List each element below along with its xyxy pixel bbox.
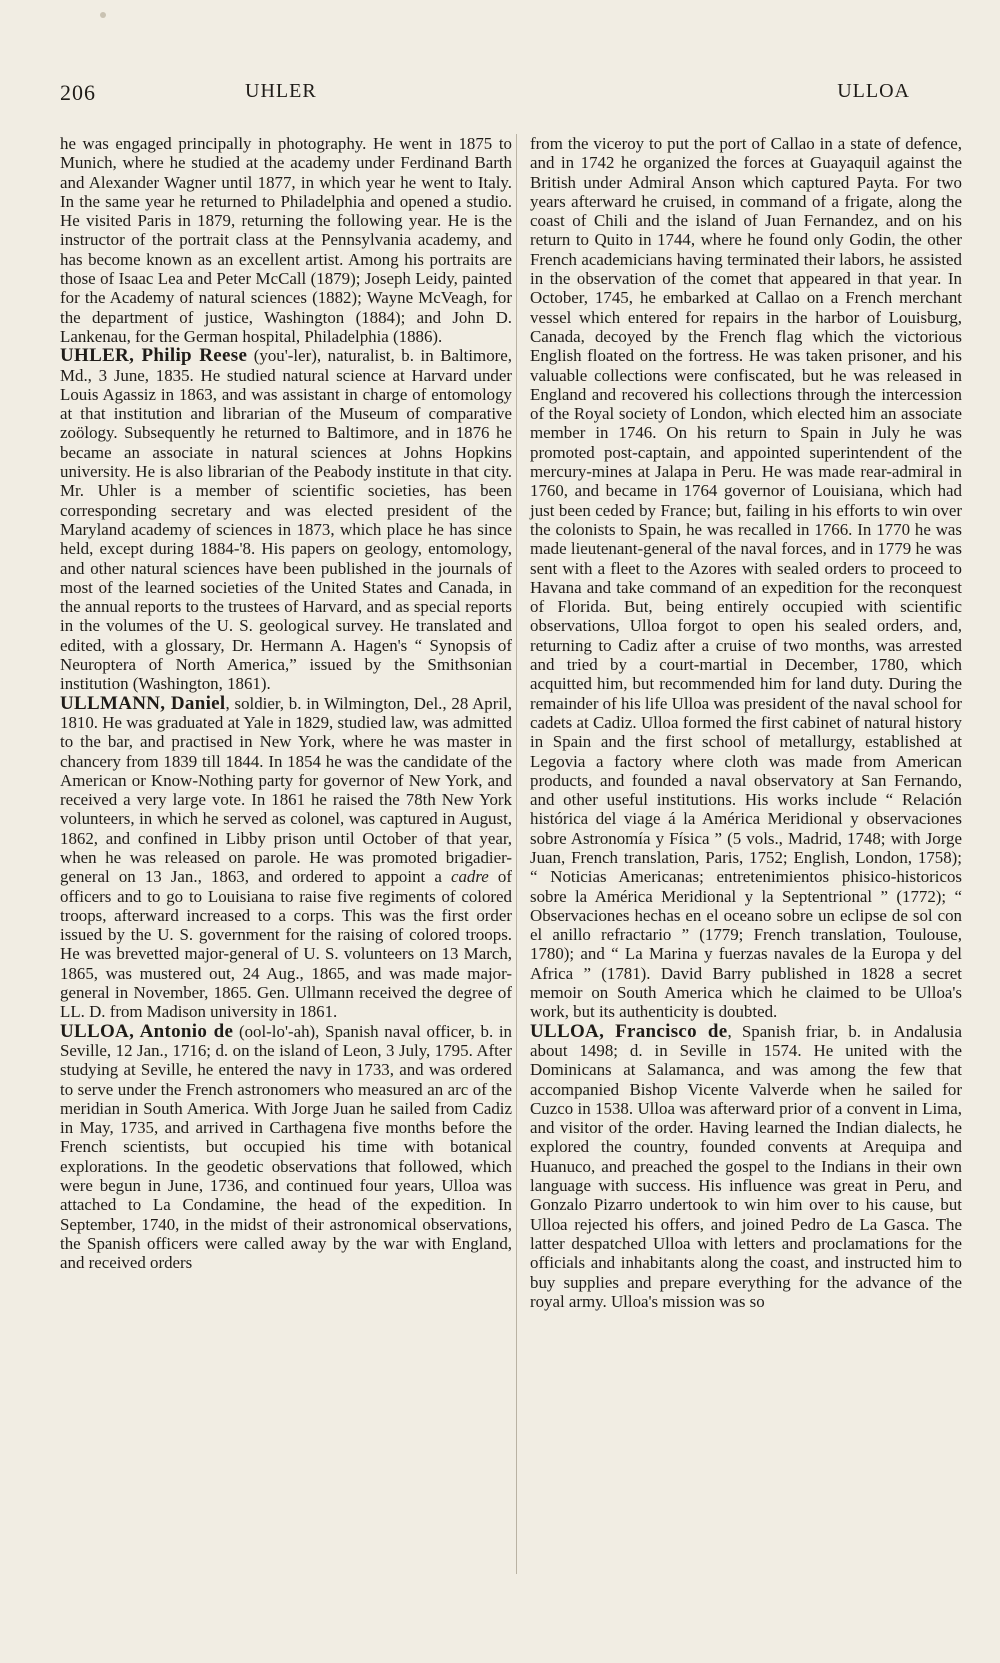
entry-text-ullmann: , soldier, b. in Wilmington, Del., 28 April, 1810. He was graduated at Yale in 1829, studied law, was admitted to the bar, and practised in New York, where he was master in chancery from 1839 till 1844. In 1854 he was the candidate of the American or Know-Nothing party for governor of New York, and received a very large vote. In 1861 he raised the 78th New York volunteers, in which he served as colonel, was captured in August, 1862, and confined in Libby prison until October of that year, when he was released on parole. He was promoted brigadier-general on 13 Jan., 1863, and ordered to appoint a xyxy=(60,693,512,887)
entry-text-uhler: (you'-ler), naturalist, b. in Baltimore, Md., 3 June, 1835. He studied natural science at Harvard under Louis Agassiz in 1863, and was assistant in charge of entomology at that institution and librarian of the Museum of comparative zoölogy. Subsequently he returned to Baltimore, and in 1876 he became an associate in natural sciences at Johns Hopkins university. He is also librarian of the Peabody institute in that city. Mr. Uhler is a member of scientific societies, has been corresponding secretary and was elected president of the Maryland academy of sciences in 1873, which place he has since held, except during 1884-'8. His papers on geology, entomology, and other natural sciences have been published in the journals of most of the learned societies of the United States and Canada, in the annual reports to the trustees of Harvard, and as special reports in the volumes of the U. S. geological survey. He translated and edited, with a glossary, Dr. Hermann A. Hagen's “ Synopsis of Neuroptera of North America,” issued by the Smithsonian institution (Washington, 1861). xyxy=(60,346,512,694)
entry-uhler xyxy=(60,346,512,693)
page-number: 206 xyxy=(60,80,96,105)
entry-text-ullmann-cont: of officers and to go to Louisiana to raise five regiments of colored troops, afterward increased to a corps. This was the first order issued by the U. S. government for the raising of colored troops. He was brevetted major-general of U. S. volunteers on 13 March, 1865, was mustered out, 24 Aug., 1865, and was made major-general in November, 1865. Gen. Ullmann received the degree of LL. D. from Madison university in 1861. xyxy=(60,867,513,1022)
continued-entry-paragraph: he was engaged principally in photography. He went in 1875 to Munich, where he studied at the academy under Ferdinand Barth and Alexander Wagner until 1877, in which year he went to Italy. In the same year he returned to Philadelphia and opened a studio. He visited Paris in 1879, returning the following year. He is the instructor of the portrait class at the Pennsylvania academy, and has become known as an excellent artist. Among his portraits are those of Isaac Lea and Peter McCall (1879); Joseph Leidy, painted for the Academy of natural sciences (1882); Wayne McVeagh, for the department of justice, Washington (1884); and John D. Lankenau, for the German hospital, Philadelphia (1886). xyxy=(60,134,512,346)
entry-ulloa-antonio xyxy=(60,1022,512,1273)
entry-ulloa-francisco xyxy=(530,1022,962,1311)
entry-ullmann xyxy=(60,694,512,1022)
continued-entry-paragraph-right: from the viceroy to put the port of Callao in a state of defence, and in 1742 he organized the forces at Guayaquil against the British under Admiral Anson which captured Payta. For two years afterward he cruised, in command of a frigate, along the coast of Chili and the island of Juan Fernandez, and on his return to Quito in 1744, where he found only Godin, the other French academicians having terminated their labors, he assisted in the observation of the comet that appeared in that year. In October, 1745, he embarked at Callao on a French merchant vessel which entered for repairs in the harbor of Louisburg, Canada, decoyed by the French flag which the victorious English floated on the fortress. He was taken prisoner, and his valuable collections were confiscated, but he was released in England and recovered his collections through the intercession of the Royal society of London, which elected him an associate member in 1746. On his return to Spain in July he was promoted post-captain, and appointed superintendent of the mercury-mines at Jalapa in Peru. He was made rear-admiral in 1760, and became in 1764 governor of Louisiana, which had just been ceded by France; but, failing in his efforts to win over the colonists to Spain, he was recalled in 1766. In 1770 he was made lieutenant-general of the naval forces, and in 1779 he was sent with a fleet to the Azores with sealed orders to proceed to Havana and take command of an expedition for the reconquest of Florida. But, being entirely occupied with scientific observations, Ulloa forgot to open his sealed orders, and, returning to Cadiz after a cruise of two months, was arrested and tried by a court-martial in December, 1780, which acquitted him, but recommended him for land duty. During the remainder of his life Ulloa was president of the naval school for cadets at Cadiz. Ulloa formed the first cabinet of natural history in Spain and the first school of metallurgy, established at Legovia a factory where cloth was made from American products, and founded a naval observatory at San Fernando, and other useful institutions. His works include “ Relación histórica del viage á la América Meridional y observaciones sobre Astronomía y Física ” (5 vols., Madrid, 1748; with Jorge Juan, French translation, Paris, 1752; English, London, 1758); “ Noticias Americanas; entretenimientos phisico-historicos sobre la América Meridional y la Septentrional ” (1772); “ Observaciones hechas en el oceano sobre un eclipse de sol con el anillo refractario ” (1779; French translation, Toulouse, 1780); and “ La Marina y fuerzas navales de la Europa y del Africa ” (1781). David Barry published in 1828 a secret memoir on South America which he claimed to be Ulloa's work, but its authenticity is doubted. xyxy=(530,134,962,1022)
headword-ulloa-antonio: ULLOA, Antonio de xyxy=(60,1020,234,1042)
italic-term: cadre xyxy=(450,867,489,887)
headword-uhler: UHLER, Philip Reese xyxy=(60,345,248,367)
paper-mark xyxy=(100,12,106,18)
headword-ullmann: ULLMANN, Daniel xyxy=(60,692,226,714)
column-divider xyxy=(516,134,517,1574)
running-head xyxy=(60,80,940,110)
left-column xyxy=(60,134,512,1273)
left-running-title: UHLER xyxy=(245,80,317,102)
right-column xyxy=(530,134,962,1311)
entry-text-ulloa-francisco: , Spanish friar, b. in Andalusia about 1498; d. in Seville in 1574. He united with the Dominicans at Salamanca, and was among the few that accompanied Bishop Vicente Valverde when he sailed for Cuzco in 1538. Ulloa was afterward prior of a convent in Lima, and visitor of the order. Having learned the Indian dialects, he explored the country, founded convents at Arequipa and Huanuco, and preached the gospel to the Indians in their own language with success. His influence was great in Peru, and Gonzalo Pizarro undertook to win him over to his cause, but Ulloa rejected his offers, and joined Pedro de La Gasca. The latter despatched Ulloa with letters and proclamations for the officials and inhabitants along the coast, and instructed him to buy supplies and prepare everything for the advance of the royal army. Ulloa's mission was so xyxy=(530,1021,962,1311)
right-running-title: ULLOA xyxy=(837,80,910,102)
headword-ulloa-francisco: ULLOA, Francisco de xyxy=(530,1020,728,1042)
entry-text-ulloa-antonio: (ool-lo'-ah), Spanish naval officer, b. in Seville, 12 Jan., 1716; d. on the island of Leon, 3 July, 1795. After studying at Seville, he entered the navy in 1733, and was ordered to serve under the French astronomers who measured an arc of the meridian in South America. With Jorge Juan he sailed from Cadiz in May, 1735, and arrived in Carthagena five months before the French scientists, but occupied his time with botanical explorations. In the geodetic observations that followed, which were begun in June, 1736, and continued four years, Ulloa was attached to La Condamine, the head of the expedition. In September, 1740, in the midst of their astronomical observations, the Spanish officers were called away by the war with England, and received orders xyxy=(60,1021,512,1273)
